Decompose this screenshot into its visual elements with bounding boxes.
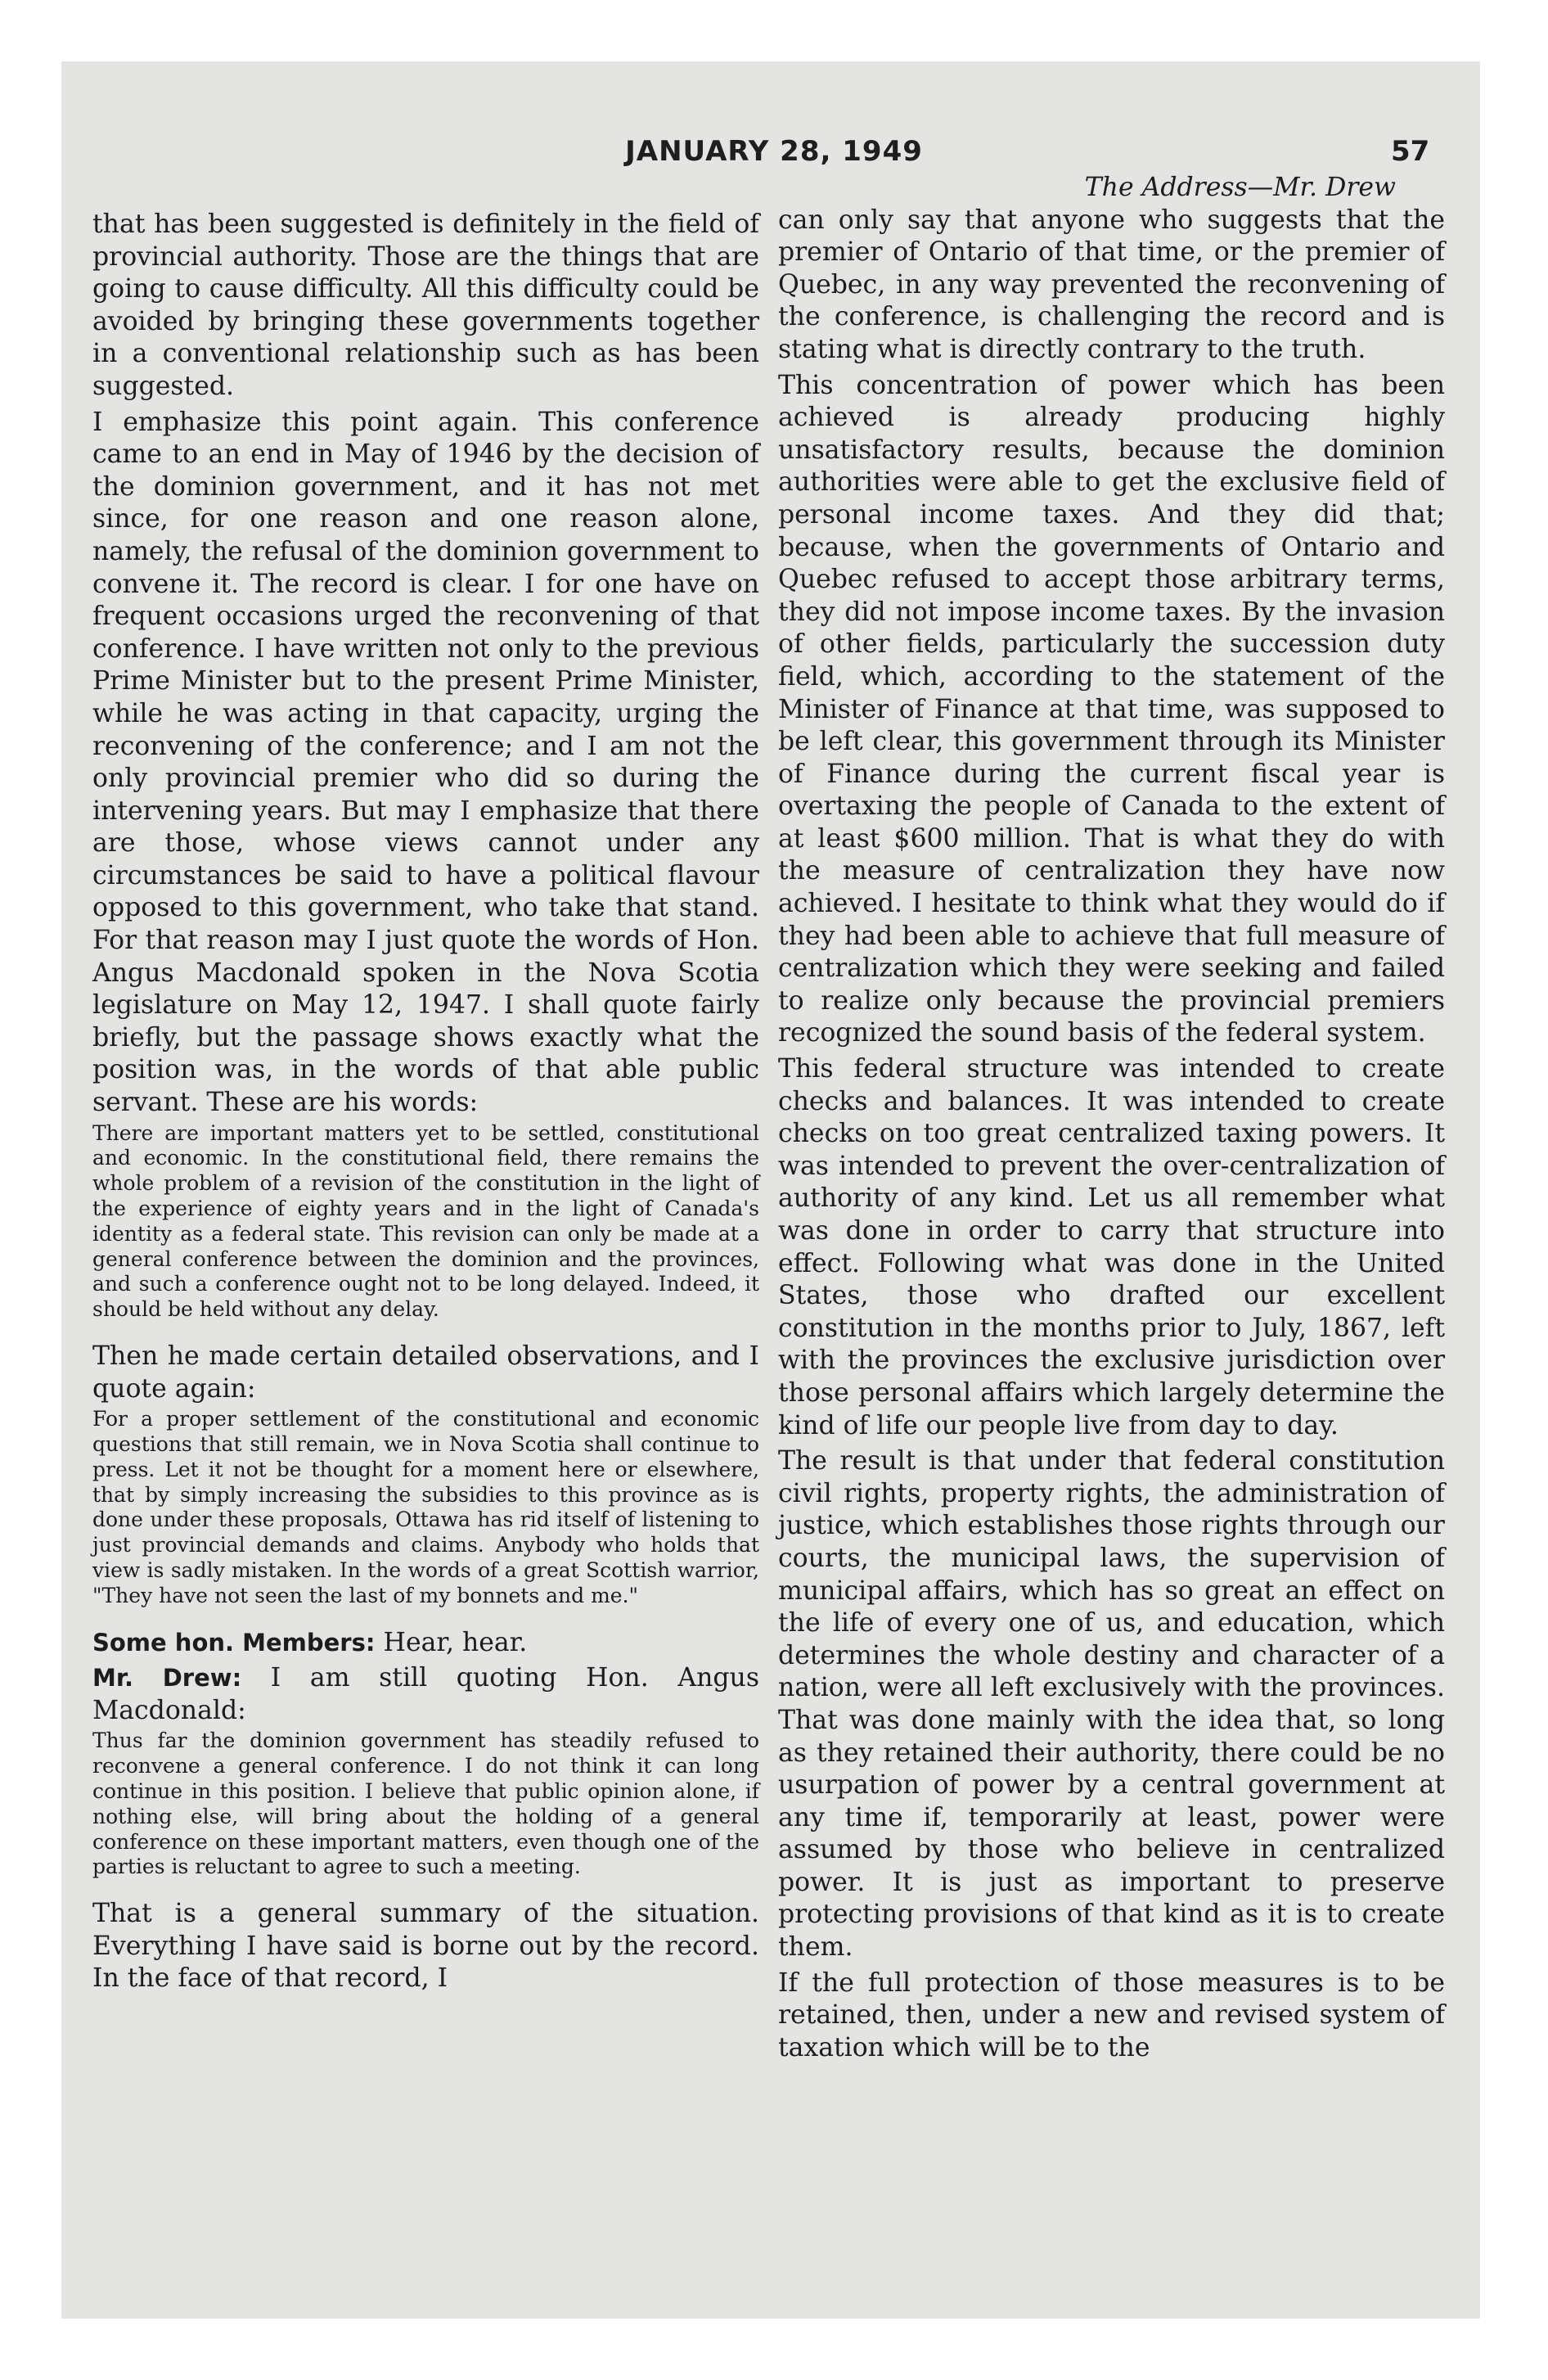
- paragraph: If the full protection of those measures is to be retained, then, under a new and revised system of taxation which will be to the: [778, 1968, 1445, 2062]
- left-column: [92, 209, 759, 1995]
- speech-entry: [92, 1627, 759, 1660]
- paragraph: That is a general summary of the situation. Everything I have said is borne out by the record. In the face of that record, I: [92, 1899, 759, 1994]
- speaker-name: Mr. Drew:: [92, 1664, 242, 1693]
- speech-entry: [92, 1662, 759, 1727]
- speech-text: I am still quoting Hon. Angus Macdonald:: [92, 1663, 759, 1725]
- paragraph: I emphasize this point again. This conference came to an end in May of 1946 by the decision of the dominion government, and it has not met since, for one reason and one reason alone, namely, the refusal of the dominion government to convene it. The record is clear. I for one have on frequent occasions urged the reconvening of that conference. I have written not only to the previous Prime Minister but to the present Prime Minister, while he was acting in that capacity, urging the reconvening of the conference; and I am not the only provincial premier who did so during the intervening years. But may I emphasize that there are those, whose views cannot under any circumstances be said to have a political flavour opposed to this government, who take that stand. For that reason may I just quote the words of Hon. Angus Macdonald spoken in the Nova Scotia legislature on May 12, 1947. I shall quote fairly briefly, but the passage shows exactly what the position was, in the words of that able public servant. These are his words:: [92, 407, 759, 1118]
- block-quote: Thus far the dominion government has steadily refused to reconvene a general conference. I do not think it can long continue in this position. I believe that public opinion alone, if nothing else, will bring about the holding of a general conference on these important matters, even though one of the parties is reluctant to agree to such a meeting.: [92, 1729, 759, 1879]
- page-header: [0, 135, 1548, 176]
- paragraph: This concentration of power which has been achieved is already producing highly unsatisfactory results, because the dominion authorities were able to get the exclusive field of personal income taxes. And they did that; because, when the governments of Ontario and Quebec refused to accept those arbitrary terms, they did not impose income taxes. By the invasion of other fields, particularly the succession duty field, which, according to the statement of the Minister of Finance at that time, was supposed to be left clear, this government through its Minister of Finance during the current fiscal year is overtaxing the people of Canada to the extent of at least $600 million. That is what they do with the measure of centralization they have now achieved. I hesitate to think what they would do if they had been able to achieve that full measure of centralization which they were seeking and failed to realize only because the provincial premiers recognized the sound basis of the federal system.: [778, 370, 1445, 1048]
- paragraph: This federal structure was intended to create checks and balances. It was intended to create checks on too great centralized taxing powers. It was intended to prevent the over-centralization of authority of any kind. Let us all remember what was done in order to carry that structure into effect. Following what was done in the United States, those who drafted our excellent constitution in the months prior to July, 1867, left with the provinces the exclusive jurisdiction over those personal affairs which largely determine the kind of life our people live from day to day.: [778, 1054, 1445, 1440]
- page-number: 57: [1391, 135, 1430, 168]
- paragraph: The result is that under that federal constitution civil rights, property rights, the administration of justice, which establishes those rights through our courts, the municipal laws, the supervision of municipal affairs, which has so great an effect on the life of every one of us, and education, which determines the whole destiny and character of a nation, were all left exclusively with the provinces. That was done mainly with the idea that, so long as they retained their authority, there could be no usurpation of power by a central government at any time if, temporarily at least, power were assumed by those who believe in centralized power. It is just as important to preserve protecting provisions of that kind as it is to create them.: [778, 1446, 1445, 1963]
- block-quote: There are important matters yet to be settled, constitutional and economic. In the constitutional field, there remains the whole problem of a revision of the constitution in the light of the experience of eighty years and in the light of Canada's identity as a federal state. This revision can only be made at a general conference between the dominion and the provinces, and such a conference ought not to be long delayed. Indeed, it should be held without any delay.: [92, 1120, 759, 1322]
- header-date: JANUARY 28, 1949: [625, 135, 923, 168]
- speech-text: Hear, hear.: [383, 1627, 528, 1657]
- paragraph: that has been suggested is definitely in the field of provincial authority. Those are the things that are going to cause difficulty. All this difficulty could be avoided by bringing these governments together in a conventional relationship such as has been suggested.: [92, 210, 759, 401]
- paragraph: can only say that anyone who suggests that the premier of Ontario of that time, or the premier of Quebec, in any way prevented the reconvening of the conference, is challenging the record and is stating what is directly contrary to the truth.: [778, 205, 1445, 364]
- paragraph: Then he made certain detailed observations, and I quote again:: [92, 1341, 759, 1404]
- block-quote: For a proper settlement of the constitutional and economic questions that still remain, we in Nova Scotia shall continue to press. Let it not be thought for a moment here or elsewhere, that by simply increasing the subsidies to this province as is done under these proposals, Ottawa has rid itself of listening to just provincial demands and claims. Anybody who holds that view is sadly mistaken. In the words of a great Scottish warrior, "They have not seen the last of my bonnets and me.": [92, 1407, 759, 1607]
- running-title: The Address—Mr. Drew: [1084, 173, 1396, 202]
- speaker-name: Some hon. Members:: [92, 1628, 376, 1657]
- right-column: [778, 172, 1445, 2064]
